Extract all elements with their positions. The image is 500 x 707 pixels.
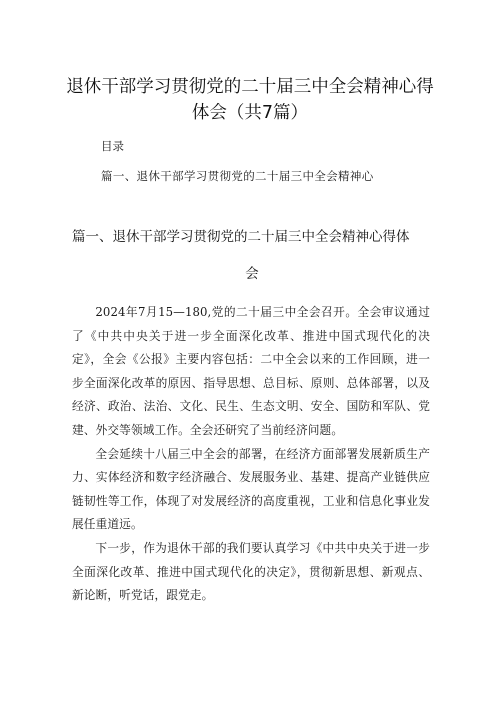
toc-label: 目录 bbox=[101, 139, 124, 153]
body-paragraph: 2024年7月15—180,党的二十届三中全会召开。全会审议通过了《中共中央关于进一步全面深化改革、推进中国式现代化的决定》，全会《公报》主要内容包括：二中全会以来的工作回顾，进一步全面深化改革的原因、指导思想、总目标、原则、总体部署，以及经济、政治、法治、文化、民生、生态文明、安全、国防和军队、党建、外交等领域工作。全会还研究了当前经济问题。 bbox=[72, 305, 430, 437]
section-body bbox=[72, 301, 430, 608]
section-heading bbox=[72, 219, 418, 293]
body-paragraph: 下一步，作为退休干部的我们要认真学习《中共中央关于进一步全面深化改革、推进中国式现代化的决定》，贯彻新思想、新观点、新论断，听党话，跟党走。 bbox=[72, 540, 430, 603]
section-heading-line2: 会 bbox=[245, 266, 259, 282]
section-heading-line1: 篇一、退休干部学习贯彻党的二十届三中全会精神心得体 bbox=[72, 229, 410, 245]
document-title: 退休干部学习贯彻党的二十届三中全会精神心得体会（共7篇） bbox=[66, 77, 434, 123]
body-paragraph: 全会延续十八届三中全会的部署，在经济方面部署发展新质生产力、实体经济和数字经济融合、发展服务业、基建、提高产业链供应链韧性等工作，体现了对发展经济的高度重视，工业和信息化事业发展任重道远。 bbox=[72, 446, 430, 532]
toc-item[interactable]: 篇一、退休干部学习贯彻党的二十届三中全会精神心 bbox=[101, 169, 374, 183]
